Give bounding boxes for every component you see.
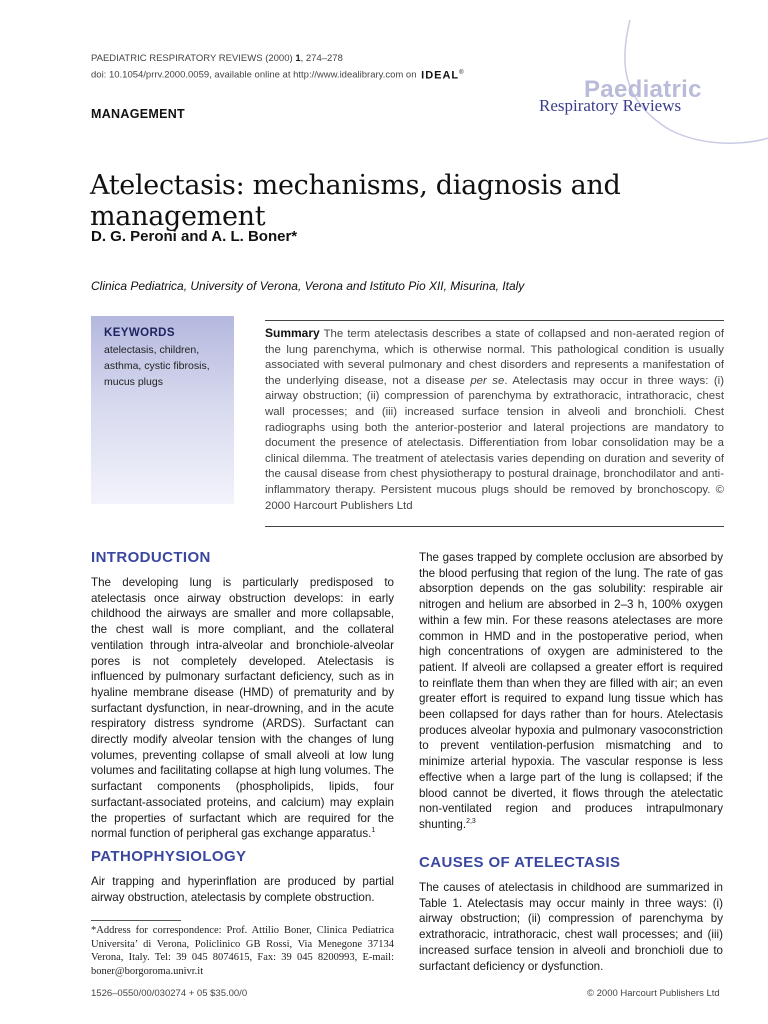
journal-line <box>91 52 465 66</box>
correspondence-footnote: *Address for correspondence: Prof. Attilio Boner, Clinica Pediatrica Universita’ di Verona, Policlinico GB Rossi, Via Menegone 37134 Verona, Italy. Tel: 39 045 8074615, Fax: 39 045 8200993, E-mail: boner@borgoroma.univr.it <box>91 925 394 977</box>
article-authors: D. G. Peroni and A. L. Boner* <box>91 228 298 245</box>
introduction-paragraph <box>91 575 394 842</box>
ideal-logo <box>421 66 464 83</box>
introduction-text: The developing lung is particularly predisposed to atelectasis once airway obstruction develops: in early childhood the airways are smaller and more collapsable, the chest wall is more compliant, and the collateral ventilation through intra-alveolar and bronchiole-alveolar pores is not completely developed. Atelectasis is influenced by pulmonary surfactant deficiency, such as in hyaline membrane disease (HMD) of prematurity and by surfactant dysfunction, in near-drowning, and in the acute respiratory distress syndrome (ARDS). Surfactant can directly modify alveolar tension with the changes of lung volumes, preventing collapse of small alveoli at low lung volumes and facilitating collapse at high lung volumes. The surfactant components (phospholipids, lipids, four surfactant-associated proteins, and calcium) may explain the properties of surfactant which are required for the normal function of peripheral gas exchange apparatus. <box>91 576 394 841</box>
keywords-title: KEYWORDS <box>104 327 175 339</box>
ideal-logo-text: IDEAL <box>421 69 460 82</box>
introduction-heading: INTRODUCTION <box>91 549 211 566</box>
footer-copyright: © 2000 Harcourt Publishers Ltd <box>587 988 720 999</box>
reference-marker[interactable]: 1 <box>371 827 376 835</box>
journal-volume: 1 <box>295 53 301 64</box>
journal-citation <box>91 52 465 83</box>
journal-name: PAEDIATRIC RESPIRATORY REVIEWS (2000) <box>91 53 296 64</box>
causes-paragraph: The causes of atelectasis in childhood are summarized in Table 1. Atelectasis may occur mainly in three ways: (i) airway obstruction; (ii) compression of parenchyma by extrathoracic, intrathoracic, chest wall processes; and (iii) increased surface tension in alveoli and bronchioli due to surfactant deficiency or dysfunction. <box>419 881 723 973</box>
footnote-rule <box>91 920 181 921</box>
keyword-line: asthma, cystic fibrosis, <box>104 360 210 372</box>
gas-absorption-text: The gases trapped by complete occlusion are absorbed by the blood perfusing that region of the lung. The rate of gas absorption depends on the gas solubility: respirable air nitrogen and helium are absorbed in 2–3 h, 100% oxygen within a few min. For these reasons atelectases are more common in HMD and in the postoperative period, when high concentrations of oxygen are administered to the patient. If alveoli are collapsed a greater effort is required to reinflate them than when they are filled with air; an even greater effort is required to expand lung tissue which has been collapsed for days rather than for hours. Atelectasis produces alveolar hypoxia and pulmonary vasoconstriction to prevent ventilation-perfusion mismatching and to minimize arterial hypoxia. The vascular response is less effective when a large part of the lung is collapsed; if the blood cannot be diverted, it flows through the atelectatic non-ventilated region and produces intrapulmonary shunting. <box>419 551 723 831</box>
causes-heading: CAUSES OF ATELECTASIS <box>419 854 621 871</box>
gas-absorption-paragraph <box>419 550 723 833</box>
article-affiliation: Clinica Pediatrica, University of Verona, Verona and Istituto Pio XII, Misurina, Italy <box>91 279 525 293</box>
pathophysiology-heading: PATHOPHYSIOLOGY <box>91 848 247 865</box>
summary-label: Summary <box>265 326 320 340</box>
footer-code: 1526–0550/00/030274 + 05 $35.00/0 <box>91 988 248 999</box>
summary-text-continued: . Atelectasis may occur in three ways: (i) airway obstruction; (ii) compression of parenchyma by extrathoracic, intrathoracic, chest wall processes; and (iii) increased surface tension in alveoli and bronchioli. Chest radiographs using both the anterior-posterior and lateral projections are mandatory to document the presence of atelectasis. Differentiation from lobar consolidation may be a clinical dilemma. The treatment of atelectasis varies depending on duration and severity of the causal disease from chest physiotherapy to postural drainage, bronchodilator and anti-inflammatory therapy. Persistent mucous plugs should be removed by bronchoscopy. © 2000 Harcourt Publishers Ltd <box>265 374 724 512</box>
journal-logo-title: Paediatric <box>584 76 702 103</box>
journal-pages: , 274–278 <box>300 53 343 64</box>
doi-text[interactable]: doi: 10.1054/prrv.2000.0059, available online at http://www.idealibrary.com on <box>91 69 417 81</box>
journal-logo-subtitle: Respiratory Reviews <box>539 96 682 115</box>
keyword-line: atelectasis, children, <box>104 344 200 356</box>
registered-mark: ® <box>459 70 465 76</box>
summary-italic: per se <box>470 374 505 387</box>
summary-top-rule <box>265 320 724 321</box>
keyword-line: mucus plugs <box>104 376 163 388</box>
summary-text: The term atelectasis describes a state of collapsed and non-aerated region of the lung parenchyma, which is otherwise normal. This pathological condition is usually associated with several pulmonary and chest disorders and represents a manifestation of the underlying disease, not a disease <box>265 328 724 387</box>
reference-marker[interactable]: 2,3 <box>466 818 476 826</box>
summary-bottom-rule <box>265 526 724 527</box>
pathophysiology-paragraph: Air trapping and hyperinflation are produced by partial airway obstruction, atelectasis by complete obstruction. <box>91 875 394 904</box>
article-title: Atelectasis: mechanisms, diagnosis and management <box>90 170 621 232</box>
section-label: MANAGEMENT <box>91 107 185 121</box>
abstract-summary <box>265 326 724 514</box>
doi-line <box>91 66 465 83</box>
